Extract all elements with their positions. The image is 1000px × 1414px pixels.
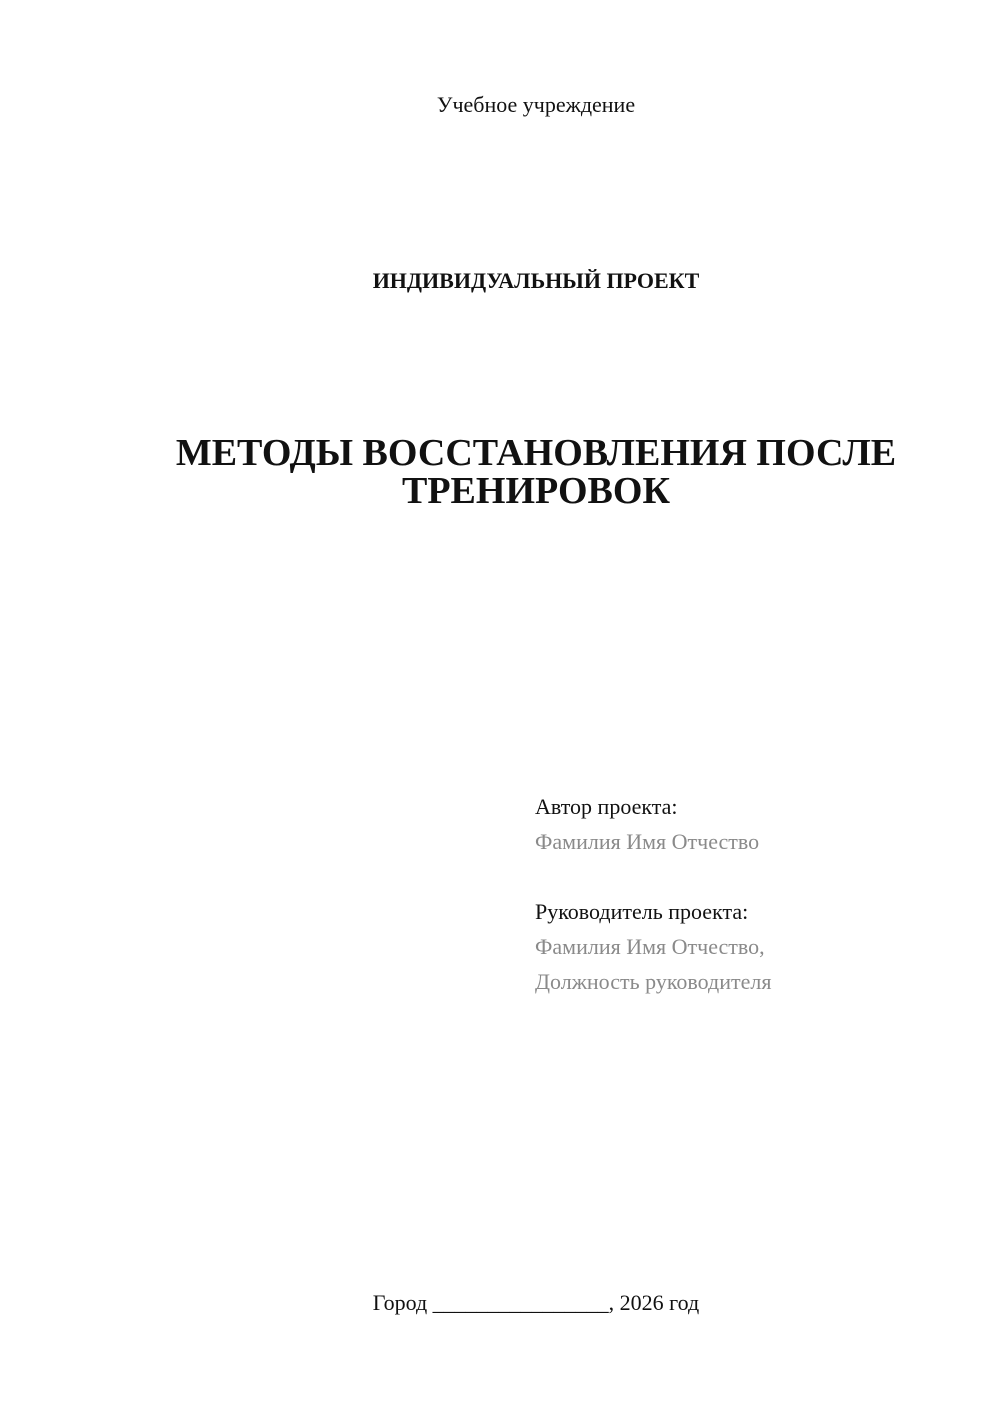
spacer xyxy=(535,859,771,894)
city-year-footer: Город ________________, 2026 год xyxy=(372,1290,700,1315)
supervisor-label: Руководитель проекта: xyxy=(535,899,749,924)
project-title xyxy=(0,434,1000,510)
author-name: Фамилия Имя Отчество xyxy=(535,829,760,854)
author-label: Автор проекта: xyxy=(535,794,678,819)
project-title-line-1: МЕТОДЫ ВОССТАНОВЛЕНИЯ ПОСЛЕ xyxy=(175,432,897,474)
project-title-line-2: ТРЕНИРОВОК xyxy=(401,470,671,512)
supervisor-name: Фамилия Имя Отчество, xyxy=(535,934,765,959)
supervisor-position: Должность руководителя xyxy=(535,969,772,994)
project-type-heading: ИНДИВИДУАЛЬНЫЙ ПРОЕКТ xyxy=(372,268,700,293)
institution-name: Учебное учреждение xyxy=(436,92,636,117)
project-info-block xyxy=(535,789,771,999)
